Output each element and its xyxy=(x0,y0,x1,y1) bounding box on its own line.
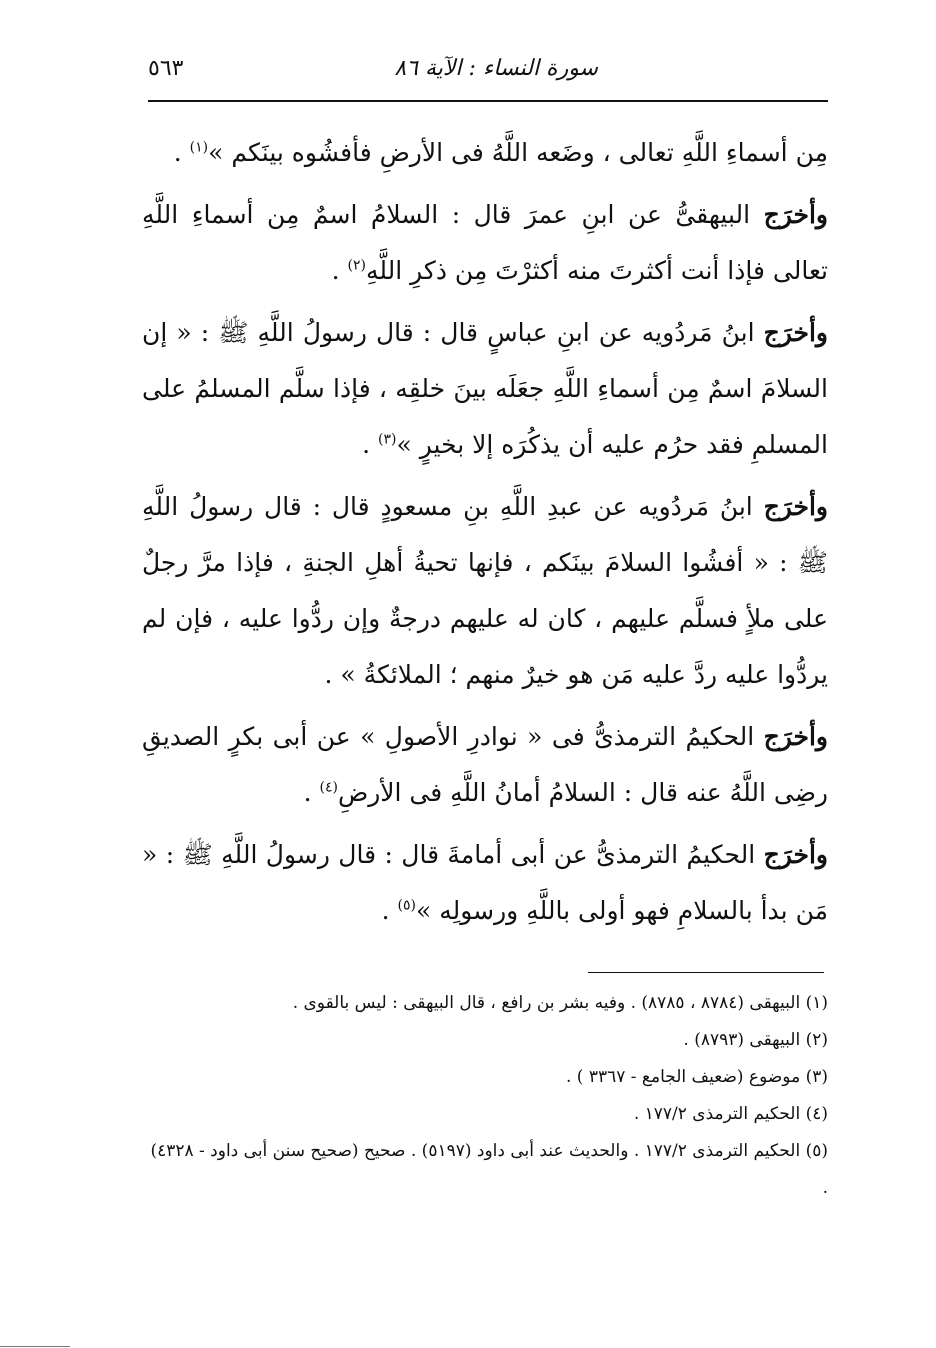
paragraph-3 xyxy=(142,305,828,473)
paragraph-text: الحكيمُ الترمذىُّ عن أبى أمامةَ قال : قال رسولُ اللَّهِ ﷺ : « مَن بدأ بالسلامِ فهو أولى باللَّهِ ورسولِه » xyxy=(142,840,828,925)
paragraph-end: . xyxy=(331,256,348,285)
footnote-reference: (٥) xyxy=(397,897,416,914)
paragraph-2 xyxy=(142,187,828,299)
footnotes xyxy=(142,985,828,1207)
main-text xyxy=(142,125,828,945)
footnote-reference: (٢) xyxy=(347,257,366,274)
paragraph-lead: وأخرَج xyxy=(763,200,828,229)
paragraph-end: . xyxy=(324,660,341,689)
paragraph-end: . xyxy=(362,430,379,459)
paragraph-end: . xyxy=(173,138,190,167)
paragraph-lead: وأخرَج xyxy=(763,492,828,521)
header-rule xyxy=(148,100,828,102)
footnote-1: (١) البيهقى (٨٧٨٤ ، ٨٧٨٥) . وفيه بشر بن رافع ، قال البيهقى : ليس بالقوى . xyxy=(292,993,828,1013)
paragraph-end: . xyxy=(381,896,398,925)
footnote-3: (٣) موضوع (ضعيف الجامع - ٣٣٦٧ ) . xyxy=(565,1067,828,1087)
scan-edge-line xyxy=(0,1346,70,1347)
page-number: ٥٦٣ xyxy=(148,56,184,81)
footnote-reference: (١) xyxy=(189,139,209,156)
paragraph-lead: وأخرَج xyxy=(763,840,828,869)
running-title: سورة النساء : الآية ٨٦ xyxy=(394,56,598,81)
footnote-5: (٥) الحكيم الترمذى ١٧٧/٢ . والحديث عند أبى داود (٥١٩٧) . صحيح (صحيح سنن أبى داود - ٤٣٢٨) . xyxy=(150,1141,828,1198)
footnote-2: (٢) البيهقى (٨٧٩٣) . xyxy=(683,1030,828,1050)
paragraph-lead: وأخرَج xyxy=(763,722,828,751)
paragraph-6 xyxy=(142,827,828,939)
paragraph-text: ابنُ مَردُويه عن عبدِ اللَّهِ بنِ مسعودٍ قال : قال رسولُ اللَّهِ ﷺ : « أفشُوا السلامَ بينَكم ، فإنها تحيةُ أهلِ الجنةِ ، فإذا مرَّ رجلٌ على ملأٍ فسلَّم عليهم ، كان له عليهم درجةٌ وإن ردُّوا عليه ، فإن لم يردُّوا عليه ردَّ عليه مَن هو خيرٌ منهم ؛ الملائكةُ » xyxy=(142,492,828,689)
footnote-separator xyxy=(588,972,824,973)
paragraph-1 xyxy=(142,125,828,181)
paragraph-text: مِن أسماءِ اللَّهِ تعالى ، وضَعه اللَّهُ فى الأرضِ فأفشُوه بينَكم » xyxy=(208,138,828,167)
paragraph-text: الحكيمُ الترمذىُّ فى « نوادرِ الأصولِ » عن أبى بكرٍ الصديقِ رضِى اللَّهُ عنه قال : السلامُ أمانُ اللَّهِ فى الأرضِ xyxy=(142,722,828,807)
paragraph-text: ابنُ مَردُويه عن ابنِ عباسٍ قال : قال رسولُ اللَّهِ ﷺ : « إن السلامَ اسمٌ مِن أسماءِ اللَّهِ جعَلَه بينَ خلقِه ، فإذا سلَّم المسلمُ على المسلمِ فقد حرُم عليه أن يذكُرَه إلا بخيرٍ » xyxy=(142,318,828,459)
footnote-reference: (٤) xyxy=(319,779,338,796)
page-header xyxy=(148,50,828,94)
paragraph-4 xyxy=(142,479,828,703)
footnote-4: (٤) الحكيم الترمذى ١٧٧/٢ . xyxy=(633,1104,828,1124)
paragraph-5 xyxy=(142,709,828,821)
footnote-reference: (٣) xyxy=(378,431,397,448)
paragraph-lead: وأخرَج xyxy=(763,318,828,347)
paragraph-end: . xyxy=(303,778,320,807)
paragraph-text: البيهقىُّ عن ابنِ عمرَ قال : السلامُ اسمٌ مِن أسماءِ اللَّهِ تعالى فإذا أنت أكثرتَ منه أكثرْتَ مِن ذكرِ اللَّهِ xyxy=(142,200,828,285)
